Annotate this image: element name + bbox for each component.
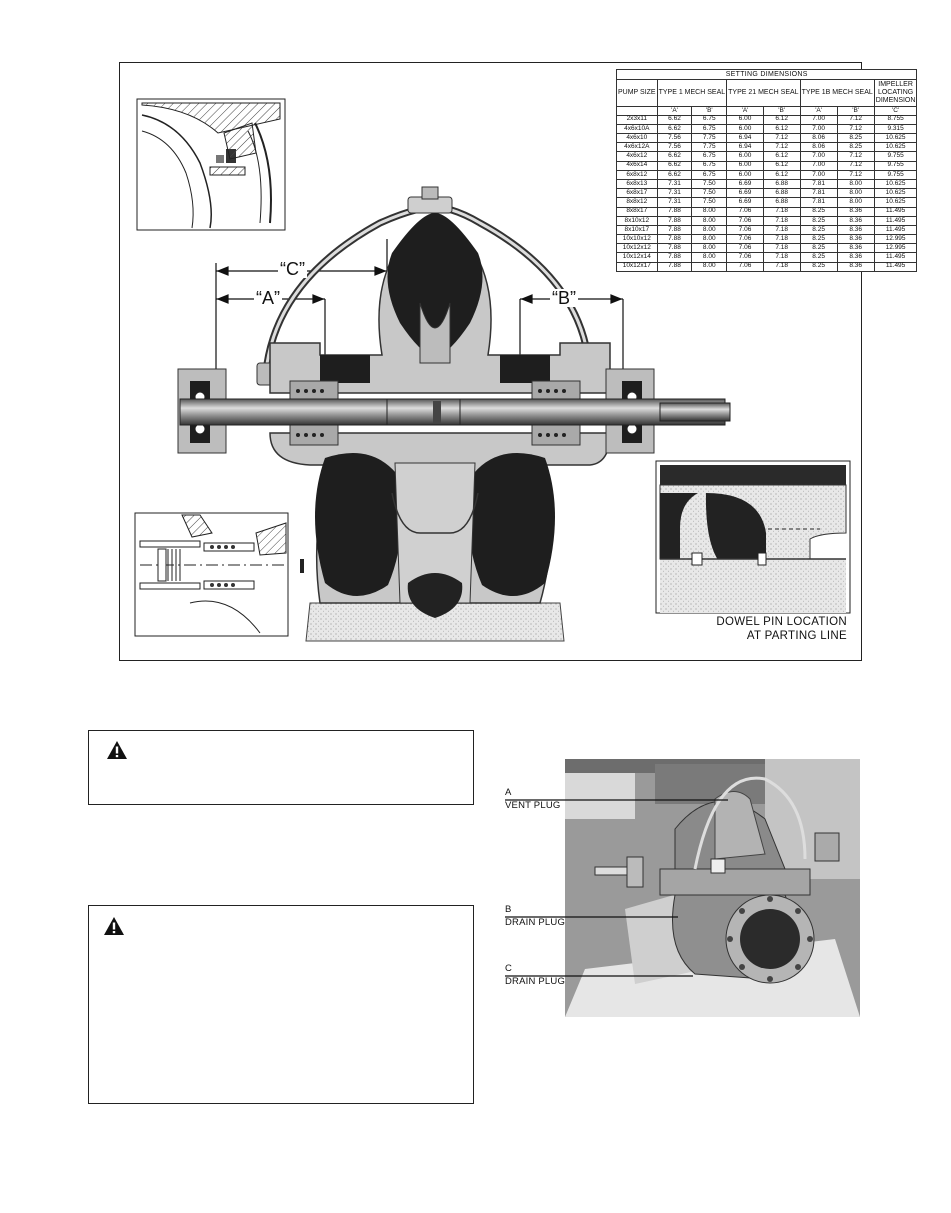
dimension-cell: 6.12 xyxy=(763,115,800,124)
callout-c-text: DRAIN PLUG xyxy=(505,975,566,987)
dimension-cell: 7.18 xyxy=(763,253,800,262)
dimension-cell: 8.25 xyxy=(800,207,837,216)
warning-triangle-icon xyxy=(104,917,124,935)
table-row xyxy=(617,143,917,152)
dimension-cell: 9.755 xyxy=(874,152,917,161)
dimension-cell: 7.18 xyxy=(763,207,800,216)
dimension-cell: 7.06 xyxy=(727,216,764,225)
dimension-cell: 7.18 xyxy=(763,262,800,271)
dimension-cell: 6.88 xyxy=(763,179,800,188)
pump-size-cell: 8x8x17 xyxy=(617,207,658,216)
header-pump-size: PUMP SIZE xyxy=(617,80,658,107)
dimension-cell: 11.495 xyxy=(874,262,917,271)
dimension-cell: 8.755 xyxy=(874,115,917,124)
dimension-cell: 7.88 xyxy=(657,235,692,244)
dimension-label-b: “B” xyxy=(552,288,576,308)
table-row xyxy=(617,235,917,244)
dimension-cell: 6.00 xyxy=(727,115,764,124)
subheader-row xyxy=(617,107,917,116)
dimension-cell: 6.88 xyxy=(763,198,800,207)
dimension-cell: 10.625 xyxy=(874,179,917,188)
dimension-cell: 6.00 xyxy=(727,170,764,179)
dimension-cell: 8.06 xyxy=(800,143,837,152)
dimension-cell: 7.88 xyxy=(657,262,692,271)
dimension-cell: 7.18 xyxy=(763,244,800,253)
dimension-cell: 6.62 xyxy=(657,161,692,170)
dimension-cell: 6.12 xyxy=(763,124,800,133)
dimension-cell: 7.56 xyxy=(657,143,692,152)
header-type1: TYPE 1 MECH SEAL xyxy=(657,80,727,107)
dimension-cell: 7.12 xyxy=(837,170,874,179)
warning-triangle-icon xyxy=(107,741,127,759)
dimension-cell: 7.18 xyxy=(763,225,800,234)
dimension-cell: 6.00 xyxy=(727,161,764,170)
header-type1b: TYPE 1B MECH SEAL xyxy=(800,80,874,107)
dimension-cell: 8.25 xyxy=(800,235,837,244)
pump-size-cell: 10x12x12 xyxy=(617,244,658,253)
dimension-cell: 8.00 xyxy=(837,189,874,198)
dimension-cell: 7.88 xyxy=(657,253,692,262)
dimension-cell: 6.75 xyxy=(692,124,727,133)
pump-size-cell: 4x6x12A xyxy=(617,143,658,152)
dimension-cell: 8.36 xyxy=(837,235,874,244)
table-title: SETTING DIMENSIONS xyxy=(617,70,917,80)
subheader-cell: 'C' xyxy=(874,107,917,116)
dimension-cell: 9.755 xyxy=(874,161,917,170)
dimension-cell: 12.995 xyxy=(874,235,917,244)
dimension-cell: 7.12 xyxy=(837,152,874,161)
dimension-cell: 7.12 xyxy=(763,134,800,143)
table-row xyxy=(617,115,917,124)
dimension-cell: 7.12 xyxy=(837,124,874,133)
dimension-cell: 6.88 xyxy=(763,189,800,198)
table-row xyxy=(617,179,917,188)
dimension-cell: 7.06 xyxy=(727,225,764,234)
pump-size-cell: 4x6x14 xyxy=(617,161,658,170)
dimension-cell: 7.75 xyxy=(692,143,727,152)
dimension-cell: 7.81 xyxy=(800,179,837,188)
table-row xyxy=(617,161,917,170)
subheader-cell: 'B' xyxy=(837,107,874,116)
subheader-cell: 'B' xyxy=(692,107,727,116)
dimension-cell: 8.25 xyxy=(800,262,837,271)
dimension-cell: 8.00 xyxy=(692,235,727,244)
dimension-cell: 7.88 xyxy=(657,244,692,253)
pump-size-cell: 4x6x12 xyxy=(617,152,658,161)
dimension-cell: 7.06 xyxy=(727,207,764,216)
dimension-cell: 8.36 xyxy=(837,207,874,216)
dimension-cell: 10.625 xyxy=(874,143,917,152)
pump-shaft xyxy=(180,399,730,425)
dimension-label-c: “C” xyxy=(280,259,305,279)
dowel-pin-inset xyxy=(656,461,850,613)
pump-size-cell: 6x8x12 xyxy=(617,170,658,179)
dimension-cell: 7.00 xyxy=(800,124,837,133)
table-row xyxy=(617,253,917,262)
dimension-cell: 8.25 xyxy=(800,216,837,225)
dimension-cell: 7.18 xyxy=(763,216,800,225)
table-row xyxy=(617,262,917,271)
warning-box-2 xyxy=(88,905,474,1104)
pump-size-cell: 6x8x17 xyxy=(617,189,658,198)
dimension-cell: 8.25 xyxy=(800,244,837,253)
dimension-cell: 8.25 xyxy=(800,253,837,262)
dimension-cell: 6.12 xyxy=(763,161,800,170)
setting-dimensions-table xyxy=(616,69,917,272)
dimension-cell: 8.00 xyxy=(837,198,874,207)
pump-size-cell: 8x10x17 xyxy=(617,225,658,234)
pump-size-cell: 8x8x12 xyxy=(617,198,658,207)
dimension-cell: 8.00 xyxy=(692,262,727,271)
setting-table-body xyxy=(617,115,917,271)
dimension-cell: 8.00 xyxy=(692,244,727,253)
table-row xyxy=(617,244,917,253)
dimension-cell: 7.00 xyxy=(800,115,837,124)
dowel-caption-line2: AT PARTING LINE xyxy=(746,630,847,643)
dimension-cell: 6.12 xyxy=(763,170,800,179)
dimension-cell: 6.00 xyxy=(727,124,764,133)
dimension-cell: 7.12 xyxy=(763,143,800,152)
callout-c-letter: C xyxy=(505,963,513,974)
dimension-cell: 7.50 xyxy=(692,189,727,198)
dimension-cell: 8.00 xyxy=(692,207,727,216)
dimension-cell: 11.495 xyxy=(874,225,917,234)
pump-size-cell: 4x6x10 xyxy=(617,134,658,143)
dimension-cell: 8.00 xyxy=(692,216,727,225)
table-row xyxy=(617,225,917,234)
subheader-blank xyxy=(617,107,658,116)
dimension-cell: 12.995 xyxy=(874,244,917,253)
dimension-cell: 6.12 xyxy=(763,152,800,161)
callout-a xyxy=(505,787,560,812)
header-impeller: IMPELLER LOCATING DIMENSION xyxy=(874,80,917,107)
dowel-pin-caption xyxy=(716,615,847,644)
lower-casing xyxy=(270,433,610,618)
dimension-cell: 7.88 xyxy=(657,225,692,234)
dimension-cell: 8.00 xyxy=(692,253,727,262)
dimension-cell: 8.00 xyxy=(837,179,874,188)
table-row xyxy=(617,216,917,225)
header-type21: TYPE 21 MECH SEAL xyxy=(727,80,800,107)
table-row xyxy=(617,124,917,133)
dimension-cell: 8.36 xyxy=(837,216,874,225)
subheader-cell: 'A' xyxy=(727,107,764,116)
dimension-cell: 7.06 xyxy=(727,244,764,253)
subheader-cell: 'A' xyxy=(800,107,837,116)
dimension-cell: 6.62 xyxy=(657,170,692,179)
dimension-cell: 7.12 xyxy=(837,115,874,124)
dimension-cell: 8.36 xyxy=(837,225,874,234)
table-row xyxy=(617,170,917,179)
dimension-cell: 7.06 xyxy=(727,253,764,262)
dimension-cell: 10.625 xyxy=(874,198,917,207)
dimension-cell: 10.625 xyxy=(874,189,917,198)
dimension-cell: 7.88 xyxy=(657,207,692,216)
dimension-cell: 7.50 xyxy=(692,198,727,207)
table-row xyxy=(617,152,917,161)
dimension-cell: 9.755 xyxy=(874,170,917,179)
dimension-cell: 8.25 xyxy=(837,134,874,143)
pump-size-cell: 8x10x12 xyxy=(617,216,658,225)
dimension-cell: 7.06 xyxy=(727,262,764,271)
dimension-cell: 7.18 xyxy=(763,235,800,244)
dimension-cell: 7.31 xyxy=(657,179,692,188)
dimension-cell: 6.00 xyxy=(727,152,764,161)
dimension-cell: 7.56 xyxy=(657,134,692,143)
dimension-cell: 7.31 xyxy=(657,198,692,207)
table-row xyxy=(617,198,917,207)
dimension-cell: 6.62 xyxy=(657,115,692,124)
dimension-cell: 6.75 xyxy=(692,170,727,179)
dimension-cell: 8.36 xyxy=(837,253,874,262)
seal-detail-inset-top xyxy=(137,99,285,230)
dimension-cell: 8.25 xyxy=(800,225,837,234)
callout-a-text: VENT PLUG xyxy=(505,799,561,811)
table-row xyxy=(617,134,917,143)
pump-size-cell: 2x3x11 xyxy=(617,115,658,124)
dimension-cell: 9.315 xyxy=(874,124,917,133)
dimension-cell: 8.06 xyxy=(800,134,837,143)
subheader-cell: 'A' xyxy=(657,107,692,116)
dimension-label-a: “A” xyxy=(256,288,280,308)
dimension-cell: 7.00 xyxy=(800,152,837,161)
dimension-cell: 6.75 xyxy=(692,115,727,124)
dimension-cell: 7.06 xyxy=(727,235,764,244)
dimension-cell: 8.00 xyxy=(692,225,727,234)
table-row xyxy=(617,189,917,198)
dimension-cell: 6.69 xyxy=(727,179,764,188)
dimension-cell: 6.94 xyxy=(727,134,764,143)
dimension-cell: 6.69 xyxy=(727,189,764,198)
dimension-cell: 7.00 xyxy=(800,170,837,179)
dimension-cell: 7.50 xyxy=(692,179,727,188)
dimension-cell: 6.62 xyxy=(657,152,692,161)
dimension-cell: 6.75 xyxy=(692,152,727,161)
dimension-cell: 8.36 xyxy=(837,244,874,253)
pump-size-cell: 10x10x12 xyxy=(617,235,658,244)
dimension-cell: 7.75 xyxy=(692,134,727,143)
pump-cross-section-figure xyxy=(119,62,916,661)
callout-b-text: DRAIN PLUG xyxy=(505,916,566,928)
table-row xyxy=(617,207,917,216)
pump-size-cell: 10x12x14 xyxy=(617,253,658,262)
dimension-cell: 6.62 xyxy=(657,124,692,133)
dimension-cell: 7.88 xyxy=(657,216,692,225)
dimension-cell: 6.69 xyxy=(727,198,764,207)
dimension-cell: 11.495 xyxy=(874,207,917,216)
callout-b-letter: B xyxy=(505,904,512,915)
dimension-cell: 6.75 xyxy=(692,161,727,170)
dimension-cell: 8.36 xyxy=(837,262,874,271)
pump-size-cell: 4x6x10A xyxy=(617,124,658,133)
dimension-cell: 7.81 xyxy=(800,198,837,207)
dowel-caption-line1: DOWEL PIN LOCATION xyxy=(716,616,847,628)
warning-box-1 xyxy=(88,730,474,805)
subheader-cell: 'B' xyxy=(763,107,800,116)
pump-size-cell: 6x8x13 xyxy=(617,179,658,188)
dimension-cell: 7.81 xyxy=(800,189,837,198)
dimension-cell: 7.12 xyxy=(837,161,874,170)
dimension-cell: 10.625 xyxy=(874,134,917,143)
callout-a-letter: A xyxy=(505,787,512,798)
dimension-cell: 11.495 xyxy=(874,253,917,262)
callout-c xyxy=(505,963,565,988)
callout-b xyxy=(505,904,565,929)
dimension-cell: 7.31 xyxy=(657,189,692,198)
dimension-cell: 7.00 xyxy=(800,161,837,170)
dimension-cell: 8.25 xyxy=(837,143,874,152)
dimension-cell: 6.94 xyxy=(727,143,764,152)
dimension-cell: 11.495 xyxy=(874,216,917,225)
pump-size-cell: 10x12x17 xyxy=(617,262,658,271)
seal-detail-inset-bottom xyxy=(135,513,304,636)
